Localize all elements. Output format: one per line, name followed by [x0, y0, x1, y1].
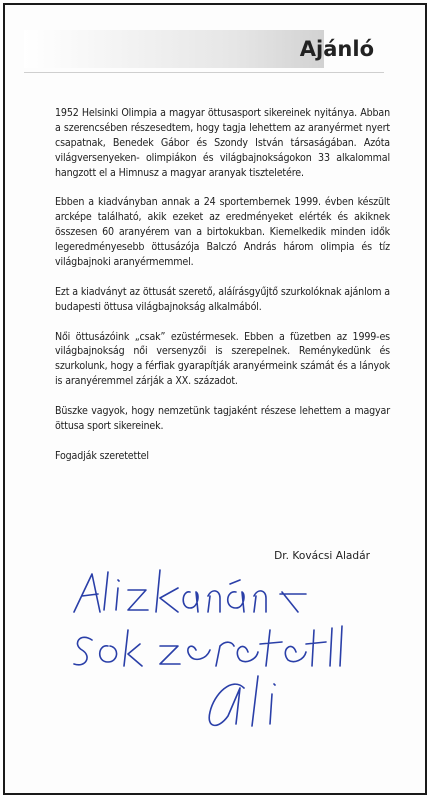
paragraph-5: Büszke vagyok, hogy nemzetünk tagjaként részese lehettem a magyar öttusa sport sikereinek. [55, 405, 390, 432]
paragraph-3: Ezt a kiadványt az öttusát szerető, aláírásgyűjtő szurkolóknak ajánlom a budapesti öttusa világbajnokság alkalmából. [55, 285, 390, 313]
closing-line: Fogadják szeretettel [55, 449, 149, 462]
page-title: Ajánló [299, 37, 374, 61]
handwriting-line-3 [209, 676, 275, 726]
handwriting-line-2 [74, 626, 342, 666]
author-signature: Dr. Kovácsi Aladár [274, 550, 370, 562]
paragraph-4: Női öttusázóink „csak” ezüstérmesek. Ebben a füzetben az 1999-es világbajnokság női versenyzői is szerepelnek. Reménykedünk és szurkolunk, hogy a férfiak gyarapítják aranyérmeink számát és a lányok is aranyéremmel zárják a XX. századot. [55, 330, 390, 388]
paragraph-2: Ebben a kiadványban annak a 24 sportembernek 1999. évben készült arcképe található, akik ezeket az eredményeket elérték és akiknek összesen 60 aranyérem van a birtokukban. Kiemelkedik minden idők legeredményesebb öttusázója Balczó András három olimpia és tíz világbajnoki aranyérmemmel. [55, 196, 390, 269]
paragraph-1: 1952 Helsinki Olimpia a magyar öttusasport sikereinek nyitánya. Abban a szerencsében részesedtem, hogy tagja lehettem az aranyérmet nyert csapatnak, Benedek Gábor és Szondy István társaságában. Azóta világversenyeken- olimpiákon és világbajnokságokon 33 alkalommal hangzott el a Himnusz a magyar aranyak tiszteletére. [55, 107, 390, 179]
handwriting-line-1 [74, 570, 306, 612]
